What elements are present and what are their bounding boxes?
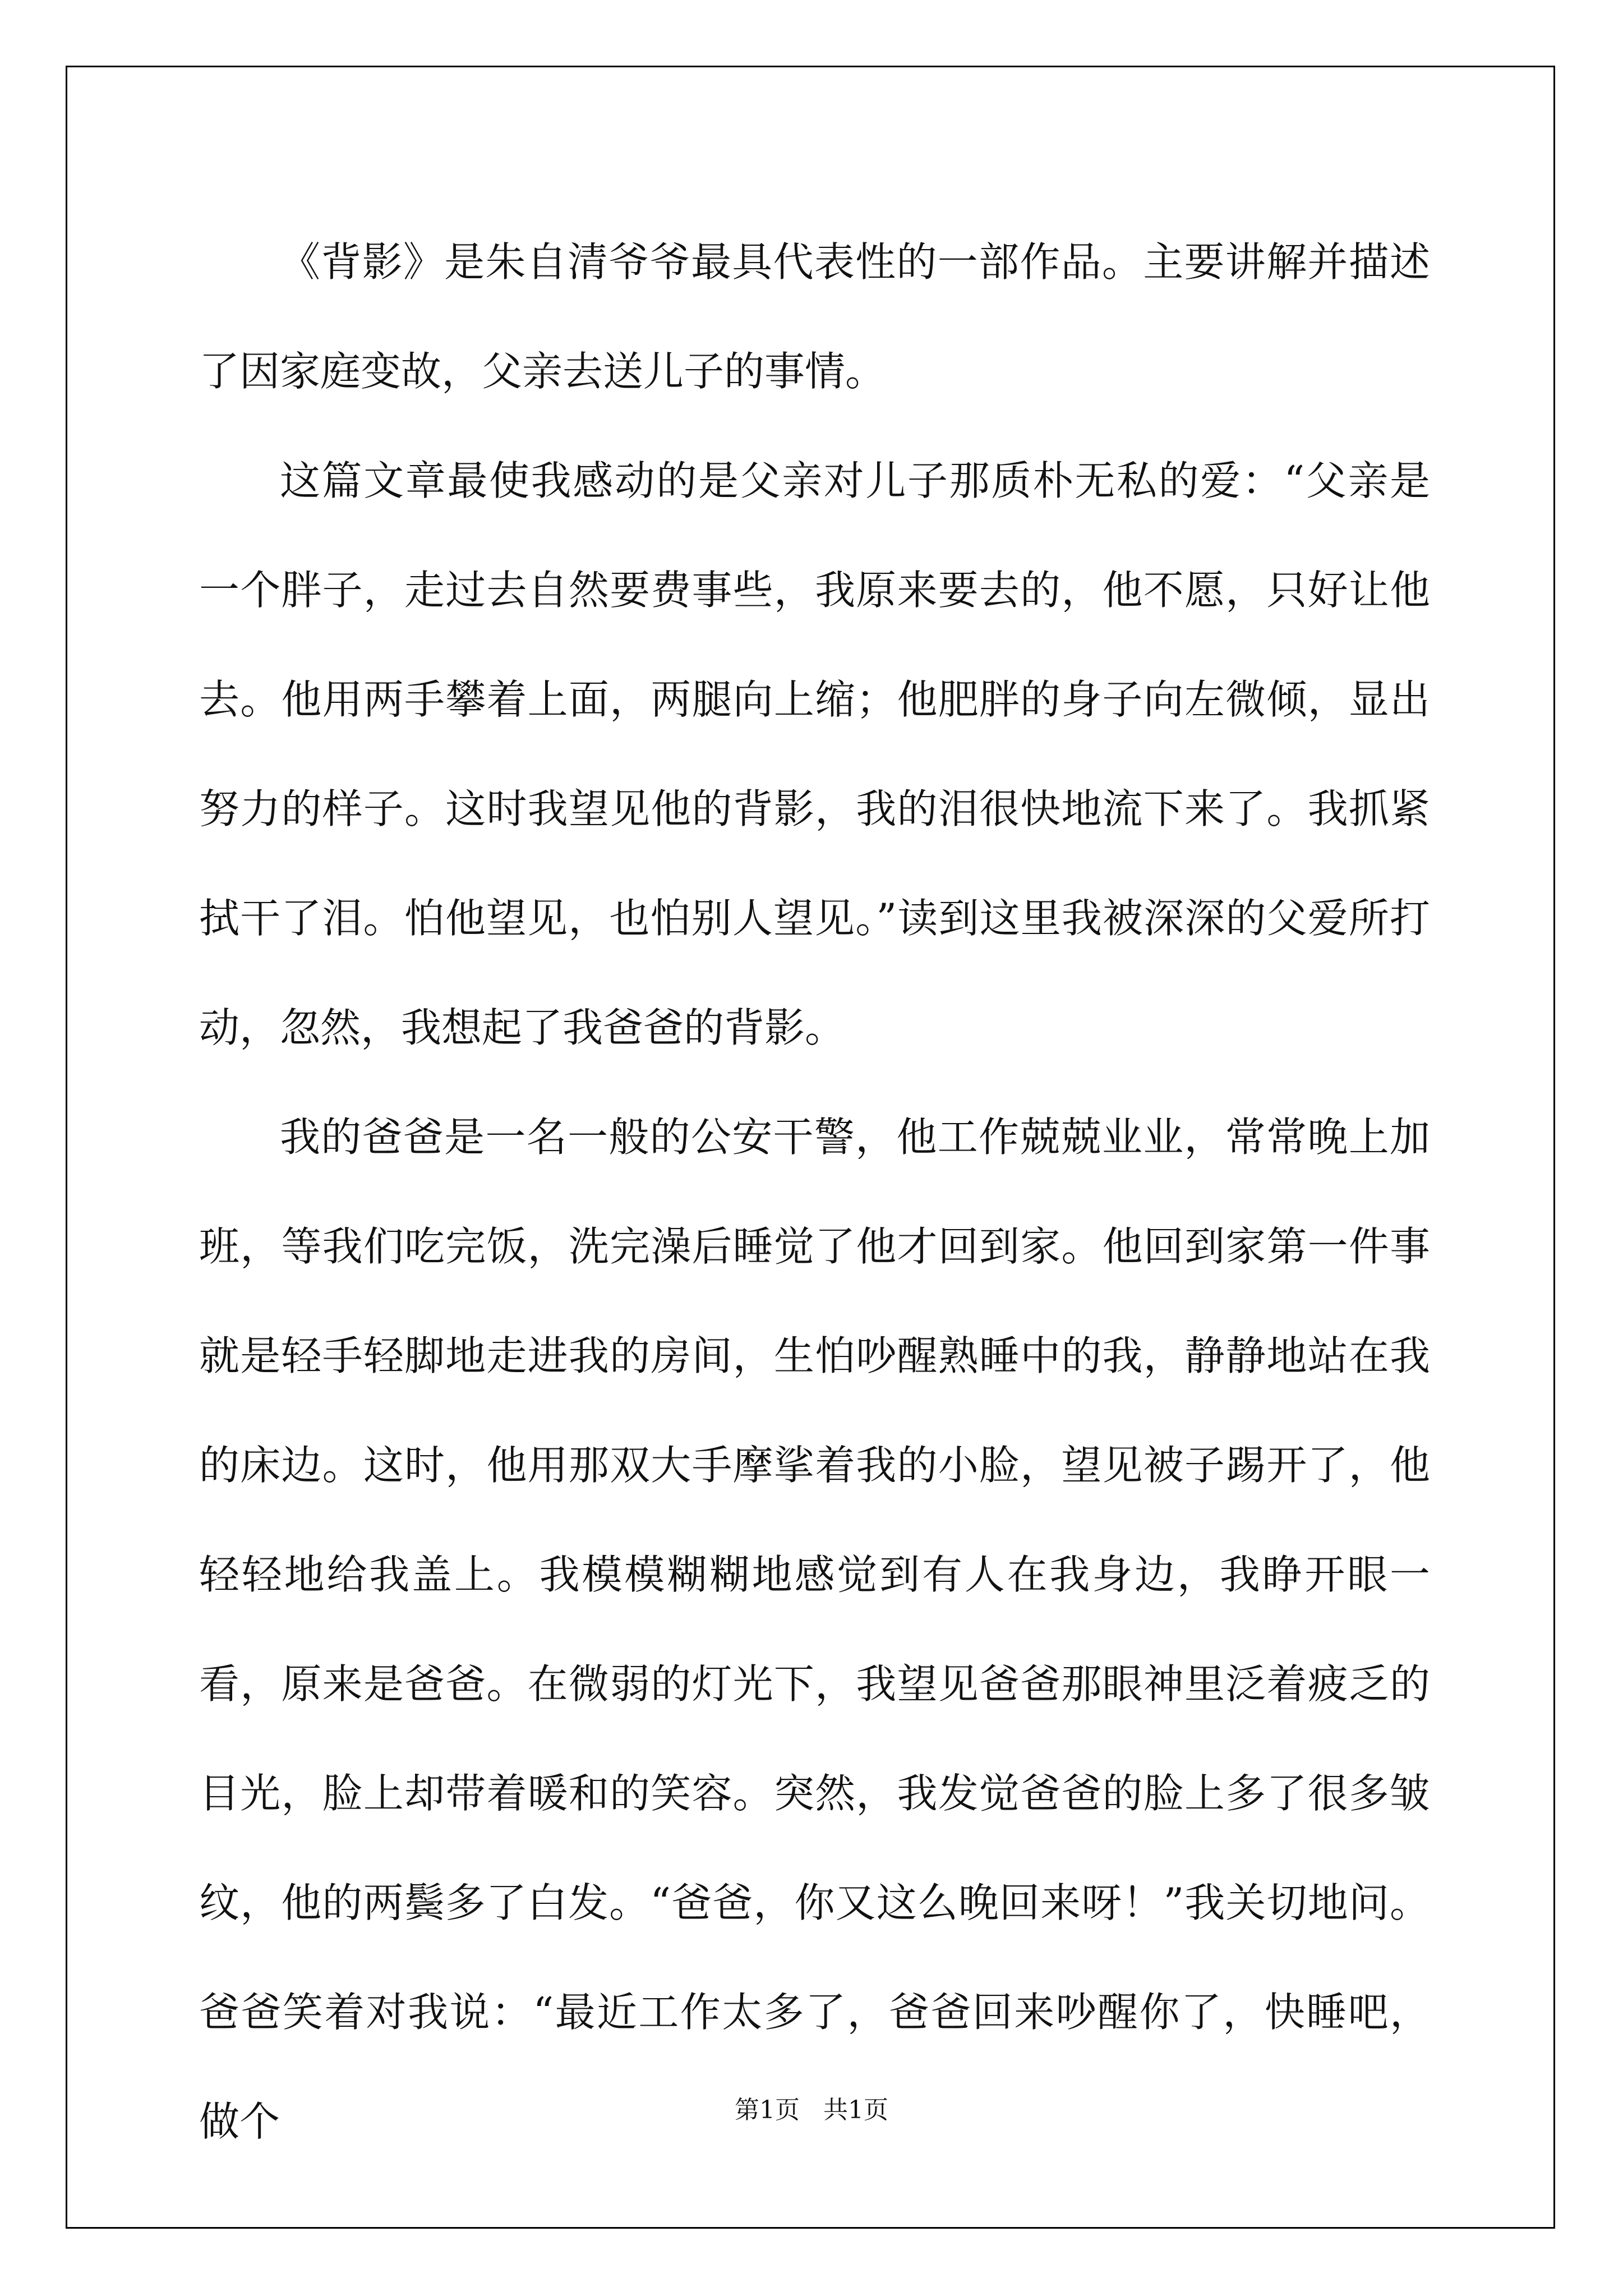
- document-body: [199, 208, 1430, 2177]
- paragraph-1: 《背影》是朱自清爷爷最具代表性的一部作品。主要讲解并描述了因家庭变故，父亲去送儿子的事情。: [199, 238, 1430, 395]
- paragraph-2: 这篇文章最使我感动的是父亲对儿子那质朴无私的爱：“父亲是一个胖子，走过去自然要费事些，我原来要去的，他不愿，只好让他去。他用两手攀着上面，两腿向上缩；他肥胖的身子向左微倾，显出努力的样子。这时我望见他的背影，我的泪很快地流下来了。我抓紧拭干了泪。怕他望见，也怕别人望见。”读到这里我被深深的父爱所打动，忽然，我想起了我爸爸的背影。: [199, 457, 1430, 1051]
- page-footer: 第1页 共1页: [735, 2096, 888, 2124]
- paragraph-3: 我的爸爸是一名一般的公安干警，他工作兢兢业业，常常晚上加班，等我们吃完饭，洗完澡后睡觉了他才回到家。他回到家第一件事就是轻手轻脚地走进我的房间，生怕吵醒熟睡中的我，静静地站在我的床边。这时，他用那双大手摩挲着我的小脸，望见被子踢开了，他轻轻地给我盖上。我模模糊糊地感觉到有人在我身边，我睁开眼一看，原来是爸爸。在微弱的灯光下，我望见爸爸那眼神里泛着疲乏的目光，脸上却带着暖和的笑容。突然，我发觉爸爸的脸上多了很多皱纹，他的两鬓多了白发。“爸爸，你又这么晚回来呀！”我关切地问。爸爸笑着对我说：“最近工作太多了，爸爸回来吵醒你了，快睡吧，做个: [199, 1114, 1430, 2145]
